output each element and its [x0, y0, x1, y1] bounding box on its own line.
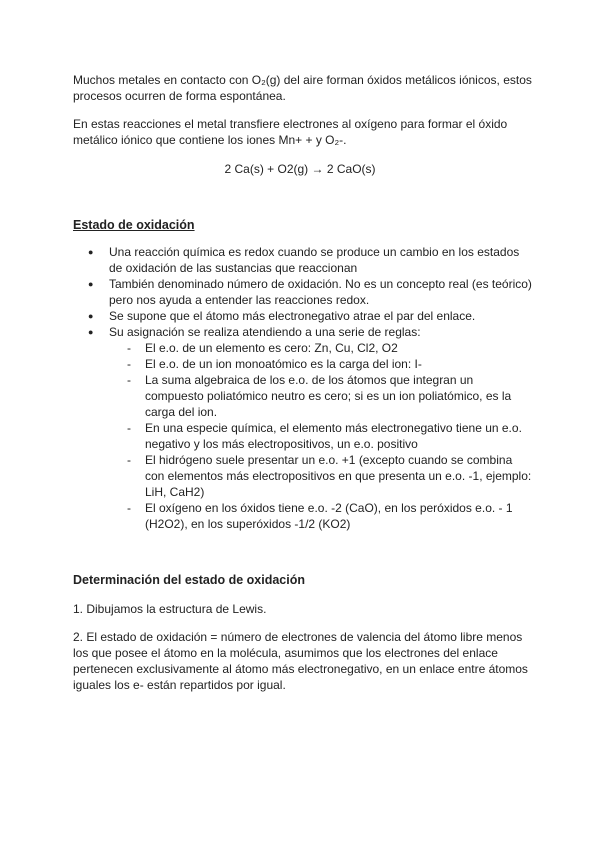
rule-item [109, 340, 533, 356]
rules-list [109, 340, 533, 532]
rule-item [109, 452, 533, 500]
bullet-text: Su asignación se realiza atendiendo a una serie de reglas: [109, 325, 421, 339]
bullet-text: Se supone que el átomo más electronegativo atrae el par del enlace. [109, 309, 476, 323]
rule-text: El hidrógeno suele presentar un e.o. +1 (excepto cuando se combina con elementos más electropositivos en que presenta un e.o. -1, ejemplo: LiH, CaH2) [145, 453, 532, 499]
section-heading-determinacion: Determinación del estado de oxidación [73, 573, 306, 587]
step-1-text: 1. Dibujamos la estructura de Lewis. [73, 602, 267, 616]
bullet-text: También denominado número de oxidación. No es un concepto real (es teórico) pero nos ayuda a entender las reacciones redox. [109, 277, 532, 307]
intro-paragraph-2: En estas reacciones el metal transfiere electrones al oxígeno para formar el óxido metálico iónico que contiene los iones Mn+ + y O₂-. [73, 117, 508, 147]
rule-text: El e.o. de un elemento es cero: Zn, Cu, Cl2, O2 [145, 341, 398, 355]
intro-paragraph-1: Muchos metales en contacto con O₂(g) del aire forman óxidos metálicos iónicos, estos procesos ocurren de forma espontánea. [73, 73, 532, 103]
reaction-equation: 2 Ca(s) + O2(g) → 2 CaO(s) [224, 162, 376, 176]
rule-item [109, 500, 533, 532]
rule-text: En una especie química, el elemento más electronegativo tiene un e.o. negativo y los más electropositivos, un e.o. positivo [145, 421, 522, 451]
bullet-item [73, 244, 533, 276]
bullet-item [73, 308, 533, 324]
section-heading-estado-oxidacion: Estado de oxidación [73, 218, 195, 232]
bullet-text: Una reacción química es redox cuando se produce un cambio en los estados de oxidación de las sustancias que reaccionan [109, 245, 520, 275]
step-2-text: 2. El estado de oxidación = número de electrones de valencia del átomo libre menos los que posee el átomo en la molécula, asumimos que los electrones del enlace pertenecen exclusivamente al átomo más electronegativo, en un enlace entre átomos iguales los e- están repartidos por igual. [73, 630, 528, 692]
rule-item [109, 372, 533, 420]
bullet-list [73, 244, 533, 532]
rule-text: El e.o. de un ion monoatómico es la carga del ion: I- [145, 357, 422, 371]
rule-item [109, 420, 533, 452]
rule-text: El oxígeno en los óxidos tiene e.o. -2 (CaO), en los peróxidos e.o. - 1 (H2O2), en los superóxidos -1/2 (KO2) [145, 501, 513, 531]
bullet-item [73, 324, 533, 532]
bullet-item [73, 276, 533, 308]
rule-item [109, 356, 533, 372]
rule-text: La suma algebraica de los e.o. de los átomos que integran un compuesto poliatómico neutro es cero; si es un ion poliatómico, es la carga del ion. [145, 373, 512, 419]
